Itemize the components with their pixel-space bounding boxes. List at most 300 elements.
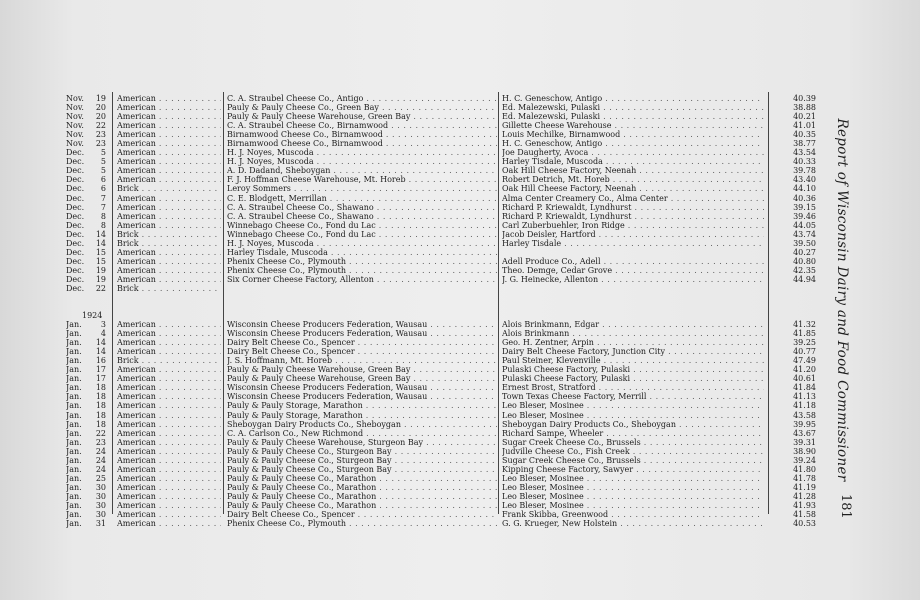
month-text: Jan. (66, 401, 82, 411)
date-cell (66, 275, 108, 284)
date-cell (66, 519, 108, 528)
day-text: 8 (100, 220, 106, 230)
buyer-cell: H. C. Geneschow, Antigo . . . (502, 94, 764, 103)
score-cell: 41.80 (793, 464, 816, 474)
month-text: Dec. (66, 283, 85, 293)
month-text: Dec. (66, 175, 85, 185)
day-text: 23 (95, 437, 106, 447)
maker-cell: C. A. Straubel Cheese Co., Birnamwood . . . (227, 121, 497, 130)
cheese-kind-cell: Brick . . . (117, 284, 221, 293)
cheese-kind-cell: American . . . (117, 383, 221, 392)
score-cell: 42.35 (793, 265, 816, 275)
month-text: Jan. (66, 519, 82, 529)
buyer-cell: Sugar Creek Cheese Co., Brussels . . . (502, 438, 764, 447)
date-cell (66, 392, 108, 401)
date-cell (66, 510, 108, 519)
score-cell: 41.93 (793, 500, 816, 510)
cheese-kind-cell: American . . . (117, 175, 221, 184)
score-cell: 39.95 (793, 419, 816, 429)
date-column (66, 94, 108, 528)
date-cell (66, 175, 108, 184)
maker-cell: J. S. Hoffmann, Mt. Horeb . . . (227, 356, 497, 365)
score-cell: 43.58 (793, 410, 816, 420)
cheese-kind-cell: American . . . (117, 483, 221, 492)
month-text: Jan. (66, 365, 82, 375)
cheese-kind-cell: American . . . (117, 194, 221, 203)
buyer-cell: J. G. Heinecke, Allenton . . . (502, 275, 764, 284)
cheese-kind-cell: American . . . (117, 248, 221, 257)
maker-cell: C. A. Straubel Cheese Co., Antigo . . . (227, 94, 497, 103)
buyer-cell: Alois Brinkmann, Edgar . . . (502, 320, 764, 329)
buyer-cell: Dairy Belt Cheese Factory, Junction City . . . (502, 347, 764, 356)
month-text: Dec. (66, 193, 85, 203)
cheese-kind-cell: American . . . (117, 221, 221, 230)
day-text: 18 (95, 401, 106, 411)
buyer-cell: Pulaski Cheese Factory, Pulaski . . . (502, 374, 764, 383)
cheese-kind-cell: American . . . (117, 121, 221, 130)
buyer-cell: Kipping Cheese Factory, Sawyer . . . (502, 465, 764, 474)
cheese-kind-cell: American . . . (117, 157, 221, 166)
day-text: 17 (95, 365, 106, 375)
maker-cell: Leroy Sommers . . . (227, 184, 497, 193)
date-cell (66, 284, 108, 293)
cheese-kind-cell: American . . . (117, 257, 221, 266)
date-cell (66, 483, 108, 492)
month-text: Jan. (66, 374, 82, 384)
maker-cell: Pauly & Pauly Cheese Co., Marathon . . . (227, 492, 497, 501)
score-cell: 39.31 (793, 437, 816, 447)
cheese-kind-cell: American . . . (117, 519, 221, 528)
date-cell (66, 447, 108, 456)
year-label: 1924 (82, 311, 103, 321)
buyer-cell: Richard Sampe, Wheeler . . . (502, 429, 764, 438)
column-rule (223, 92, 224, 514)
month-text: Nov. (66, 94, 84, 103)
month-text: Dec. (66, 247, 85, 257)
maker-cell: Wisconsin Cheese Producers Federation, Wausau . . . (227, 383, 497, 392)
month-text: Nov. (66, 103, 84, 113)
day-text: 16 (95, 356, 106, 366)
day-text: 7 (100, 202, 106, 212)
month-text: Jan. (66, 491, 82, 501)
date-cell (66, 374, 108, 383)
maker-cell: H. J. Noyes, Muscoda . . . (227, 157, 497, 166)
cheese-kind-cell: American . . . (117, 338, 221, 347)
cheese-kind-cell: American . . . (117, 139, 221, 148)
day-text: 8 (100, 211, 106, 221)
maker-cell: Pauly & Pauly Cheese Warehouse, Sturgeon Bay . . . (227, 438, 497, 447)
day-text: 15 (95, 247, 106, 257)
maker-cell: Pauly & Pauly Cheese Co., Marathon . . . (227, 474, 497, 483)
date-cell (66, 166, 108, 175)
date-cell (66, 365, 108, 374)
maker-cell: Pauly & Pauly Cheese Co., Sturgeon Bay . . . (227, 447, 497, 456)
cheese-kind-cell: Brick . . . (117, 239, 221, 248)
month-text: Dec. (66, 184, 85, 194)
cheese-kind-cell: American . . . (117, 510, 221, 519)
buyer-cell: Judville Cheese Co., Fish Creek . . . (502, 447, 764, 456)
day-text: 14 (95, 338, 106, 348)
date-cell (66, 383, 108, 392)
buyer-cell: Leo Bleser, Mosinee . . . (502, 401, 764, 410)
cheese-kind-cell: American . . . (117, 347, 221, 356)
cheese-kind-cell: American . . . (117, 429, 221, 438)
maker-cell: Pauly & Pauly Cheese Warehouse, Green Bay . . . (227, 112, 497, 121)
day-text: 14 (95, 347, 106, 357)
cheese-kind-cell: American . . . (117, 203, 221, 212)
maker-cell: Wisconsin Cheese Producers Federation, Wausau . . . (227, 329, 497, 338)
cheese-kind-cell: American . . . (117, 474, 221, 483)
day-text: 5 (100, 148, 106, 158)
score-cell: 44.94 (793, 274, 816, 284)
month-text: Jan. (66, 428, 82, 438)
buyer-cell: Harley Tisdale, Muscoda . . . (502, 157, 764, 166)
buyer-cell: Joe Daugherty, Avoca . . . (502, 148, 764, 157)
month-text: Jan. (66, 347, 82, 357)
date-cell (66, 212, 108, 221)
score-cell (776, 284, 816, 293)
date-cell (66, 501, 108, 510)
cheese-kind-cell: American . . . (117, 275, 221, 284)
year-gap (776, 293, 816, 311)
maker-cell: C. E. Blodgett, Merrillan . . . (227, 194, 497, 203)
day-text: 22 (95, 428, 106, 438)
maker-cell: H. J. Noyes, Muscoda . . . (227, 239, 497, 248)
date-cell (66, 411, 108, 420)
month-text: Dec. (66, 256, 85, 266)
buyer-cell: Leo Bleser, Mosinee . . . (502, 411, 764, 420)
date-cell (66, 203, 108, 212)
month-text: Dec. (66, 238, 85, 248)
buyer-cell: Pulaski Cheese Factory, Pulaski . . . (502, 365, 764, 374)
buyer-cell: Town Texas Cheese Factory, Merrill . . . (502, 392, 764, 401)
score-cell: 40.36 (793, 193, 816, 203)
maker-cell: Birnamwood Cheese Co., Birnamwood . . . (227, 130, 497, 139)
cheese-kind-cell: American . . . (117, 320, 221, 329)
day-text: 15 (95, 256, 106, 266)
score-cell: 38.88 (793, 103, 816, 113)
day-text: 17 (95, 374, 106, 384)
cheese-kind-cell: American . . . (117, 329, 221, 338)
day-text: 19 (95, 274, 106, 284)
date-cell (66, 320, 108, 329)
score-cell: 41.78 (793, 473, 816, 483)
cheese-kind-cell: Brick . . . (117, 184, 221, 193)
maker-cell: Pauly & Pauly Storage, Marathon . . . (227, 401, 497, 410)
cheese-kind-cell: American . . . (117, 148, 221, 157)
date-cell (66, 420, 108, 429)
month-text: Jan. (66, 437, 82, 447)
day-text: 18 (95, 383, 106, 393)
day-text: 5 (100, 157, 106, 167)
maker-cell: Pauly & Pauly Cheese Warehouse, Green Bay . . . (227, 365, 497, 374)
running-head-title: Report of Wisconsin Dairy and Food Commissioner (834, 118, 850, 482)
month-text: Jan. (66, 482, 82, 492)
score-cell: 39.24 (793, 455, 816, 465)
month-text: Jan. (66, 510, 82, 520)
score-cell: 40.53 (793, 519, 816, 529)
cheese-kind-cell: American . . . (117, 130, 221, 139)
date-cell (66, 194, 108, 203)
maker-cell: Winnebago Cheese Co., Fond du Lac . . . (227, 221, 497, 230)
buyer-cell: Frank Skibba, Greenwood . . . (502, 510, 764, 519)
maker-cell: Pauly & Pauly Cheese Co., Marathon . . . (227, 501, 497, 510)
month-text: Jan. (66, 464, 82, 474)
buyer-cell: H. C. Geneschow, Antigo . . . (502, 139, 764, 148)
buyer-cell (502, 284, 764, 293)
buyer-cell: Sheboygan Dairy Products Co., Sheboygan . . . (502, 420, 764, 429)
day-text: 14 (95, 238, 106, 248)
column-rule (112, 92, 113, 514)
buyer-cell: Ed. Malezewski, Pulaski . . . (502, 112, 764, 121)
date-cell (66, 329, 108, 338)
score-cell: 38.77 (793, 139, 816, 149)
score-cell: 38.90 (793, 446, 816, 456)
month-text: Jan. (66, 338, 82, 348)
month-text: Dec. (66, 166, 85, 176)
buyer-cell: Jacob Deisler, Hartford . . . (502, 230, 764, 239)
cheese-kind-cell: Brick . . . (117, 356, 221, 365)
date-cell (66, 121, 108, 130)
page-number: 181 (838, 494, 853, 519)
cheese-kind-cell: American . . . (117, 492, 221, 501)
date-cell (66, 184, 108, 193)
score-cell: 41.18 (793, 401, 816, 411)
buyer-cell: Alma Center Creamery Co., Alma Center . . . (502, 194, 764, 203)
month-text: Jan. (66, 455, 82, 465)
column-rule (498, 92, 499, 514)
date-cell (66, 401, 108, 410)
buyer-cell (502, 248, 764, 257)
date-cell (66, 230, 108, 239)
buyer-cell: Oak Hill Cheese Factory, Neenah . . . (502, 166, 764, 175)
buyer-cell: Robert Detrich, Mt. Horeb . . . (502, 175, 764, 184)
score-cell: 40.61 (793, 374, 816, 384)
day-text: 24 (95, 464, 106, 474)
date-cell (66, 239, 108, 248)
cheese-kind-cell: American . . . (117, 112, 221, 121)
month-text: Jan. (66, 356, 82, 366)
date-cell (66, 338, 108, 347)
maker-cell: C. A. Straubel Cheese Co., Shawano . . . (227, 212, 497, 221)
month-text: Dec. (66, 265, 85, 275)
maker-cell: Dairy Belt Cheese Co., Spencer . . . (227, 338, 497, 347)
date-cell (66, 157, 108, 166)
date-cell (66, 347, 108, 356)
month-text: Jan. (66, 329, 82, 339)
date-cell (66, 456, 108, 465)
buyer-cell: Geo. H. Zentner, Arpin . . . (502, 338, 764, 347)
cheese-kind-cell: American . . . (117, 401, 221, 410)
month-text: Jan. (66, 500, 82, 510)
cheese-kind-cell: American . . . (117, 411, 221, 420)
cheese-kind-cell: American . . . (117, 456, 221, 465)
day-text: 24 (95, 455, 106, 465)
date-cell (66, 492, 108, 501)
buyer-cell: Ed. Malezewski, Pulaski . . . (502, 103, 764, 112)
cheese-kind-cell: American . . . (117, 94, 221, 103)
buyer-cell: Adell Produce Co., Adell . . . (502, 257, 764, 266)
date-cell (66, 465, 108, 474)
date-cell (66, 139, 108, 148)
day-text: 7 (100, 193, 106, 203)
date-cell (66, 429, 108, 438)
buyer-cell: Leo Bleser, Mosinee . . . (502, 492, 764, 501)
month-text: Jan. (66, 473, 82, 483)
score-cell: 41.01 (793, 121, 816, 131)
maker-cell: F. J. Hoffman Cheese Warehouse, Mt. Horeb . . . (227, 175, 497, 184)
cheese-kind-cell: American . . . (117, 465, 221, 474)
buyer-cell: Leo Bleser, Mosinee . . . (502, 474, 764, 483)
score-cell: 47.49 (793, 356, 816, 366)
buyer-cell: Richard P. Kriewaldt, Lyndhurst . . . (502, 212, 764, 221)
cheese-kind-cell: Brick . . . (117, 230, 221, 239)
cheese-kind-cell: American . . . (117, 266, 221, 275)
maker-cell: A. D. Dadand, Sheboygan . . . (227, 166, 497, 175)
score-cell: 43.40 (793, 175, 816, 185)
maker-cell: Pauly & Pauly Storage, Marathon . . . (227, 411, 497, 420)
cheese-kind-cell: American . . . (117, 103, 221, 112)
buyer-column (502, 94, 764, 528)
score-cell: 39.25 (793, 338, 816, 348)
month-text: Dec. (66, 274, 85, 284)
maker-cell: Birnamwood Cheese Co., Birnamwood . . . (227, 139, 497, 148)
maker-cell: Sheboygan Dairy Products Co., Sheboygan . . . (227, 420, 497, 429)
month-text: Jan. (66, 419, 82, 429)
score-cell: 39.46 (793, 211, 816, 221)
month-text: Nov. (66, 130, 84, 140)
score-column (776, 94, 816, 528)
buyer-cell: Sugar Creek Cheese Co., Brussels . . . (502, 456, 764, 465)
day-text: 6 (100, 184, 106, 194)
kind-column (117, 94, 221, 528)
maker-column (227, 94, 497, 528)
buyer-cell: Carl Zuberbuehler, Iron Ridge . . . (502, 221, 764, 230)
year-gap (117, 293, 221, 311)
cheese-kind-cell: American . . . (117, 438, 221, 447)
maker-cell: Dairy Belt Cheese Co., Spencer . . . (227, 510, 497, 519)
cheese-kind-cell: American . . . (117, 166, 221, 175)
maker-cell: C. A. Straubel Cheese Co., Shawano . . . (227, 203, 497, 212)
month-text: Jan. (66, 320, 82, 330)
day-text: 18 (95, 410, 106, 420)
buyer-cell: Theo. Demge, Cedar Grove . . . (502, 266, 764, 275)
maker-cell (227, 284, 497, 293)
cheese-kind-cell: American . . . (117, 365, 221, 374)
score-cell: 39.50 (793, 238, 816, 248)
buyer-cell: Leo Bleser, Mosinee . . . (502, 483, 764, 492)
month-text: Dec. (66, 220, 85, 230)
day-text: 18 (95, 419, 106, 429)
maker-cell: Winnebago Cheese Co., Fond du Lac . . . (227, 230, 497, 239)
day-text: 22 (95, 283, 106, 293)
score-cell: 41.85 (793, 329, 816, 339)
month-text: Dec. (66, 157, 85, 167)
day-text: 14 (95, 229, 106, 239)
score-cell: 40.77 (793, 347, 816, 357)
date-cell (66, 257, 108, 266)
date-cell (66, 130, 108, 139)
maker-cell: Pauly & Pauly Cheese Warehouse, Green Bay . . . (227, 374, 497, 383)
day-text: 19 (95, 94, 106, 103)
year-gap (502, 293, 764, 311)
score-cell: 40.35 (793, 130, 816, 140)
date-cell (66, 248, 108, 257)
score-cell: 39.15 (793, 202, 816, 212)
score-cell: 40.39 (793, 94, 816, 103)
month-text: Dec. (66, 202, 85, 212)
score-cell: 44.05 (793, 220, 816, 230)
maker-cell: H. J. Noyes, Muscoda . . . (227, 148, 497, 157)
maker-cell: Harley Tisdale, Muscoda . . . (227, 248, 497, 257)
day-text: 4 (100, 329, 106, 339)
cheese-kind-cell: American . . . (117, 447, 221, 456)
day-text: 3 (100, 320, 106, 330)
maker-cell: Wisconsin Cheese Producers Federation, Wausau . . . (227, 392, 497, 401)
score-cell: 41.13 (793, 392, 816, 402)
maker-cell: Wisconsin Cheese Producers Federation, Wausau . . . (227, 320, 497, 329)
month-text: Nov. (66, 121, 84, 131)
maker-cell: Six Corner Cheese Factory, Allenton . . . (227, 275, 497, 284)
date-cell (66, 356, 108, 365)
cheese-kind-cell: American . . . (117, 374, 221, 383)
cheese-kind-cell: American . . . (117, 392, 221, 401)
buyer-cell: Alois Brinkmann . . . (502, 329, 764, 338)
buyer-cell: G. G. Krueger, New Holstein . . . (502, 519, 764, 528)
date-cell (66, 148, 108, 157)
buyer-cell: Oak Hill Cheese Factory, Neenah . . . (502, 184, 764, 193)
maker-cell: Phenix Cheese Co., Plymouth . . . (227, 257, 497, 266)
buyer-cell: Harley Tisdale . . . (502, 239, 764, 248)
month-text: Dec. (66, 211, 85, 221)
maker-cell: C. A. Carlson Co., New Richmond . . . (227, 429, 497, 438)
day-text: 6 (100, 175, 106, 185)
score-cell: 43.54 (793, 148, 816, 158)
score-cell: 43.67 (793, 428, 816, 438)
maker-cell: Pauly & Pauly Cheese Co., Sturgeon Bay . . . (227, 456, 497, 465)
maker-cell: Pauly & Pauly Cheese Co., Marathon . . . (227, 483, 497, 492)
buyer-cell: Louis Mechilke, Birnamwood . . . (502, 130, 764, 139)
maker-cell: Pauly & Pauly Cheese Co., Green Bay . . . (227, 103, 497, 112)
day-text: 30 (95, 500, 106, 510)
date-cell (66, 112, 108, 121)
month-text: Nov. (66, 139, 84, 149)
day-text: 30 (95, 491, 106, 501)
score-cell: 40.27 (793, 247, 816, 257)
date-cell (66, 474, 108, 483)
buyer-cell: Leo Bleser, Mosinee . . . (502, 501, 764, 510)
score-cell: 41.19 (793, 482, 816, 492)
score-cell: 44.10 (793, 184, 816, 194)
year-gap (227, 293, 497, 311)
day-text: 20 (95, 112, 106, 122)
cheese-kind-cell: American . . . (117, 501, 221, 510)
column-rule (768, 92, 769, 514)
day-text: 19 (95, 265, 106, 275)
month-text: Dec. (66, 148, 85, 158)
day-text: 20 (95, 103, 106, 113)
date-cell (66, 221, 108, 230)
score-cell: 40.33 (793, 157, 816, 167)
score-cell: 41.32 (793, 320, 816, 330)
date-cell (66, 103, 108, 112)
day-text: 24 (95, 446, 106, 456)
month-text: Jan. (66, 383, 82, 393)
date-cell (66, 438, 108, 447)
buyer-cell: Ernest Brost, Stratford . . . (502, 383, 764, 392)
score-cell: 40.80 (793, 256, 816, 266)
month-text: Jan. (66, 392, 82, 402)
